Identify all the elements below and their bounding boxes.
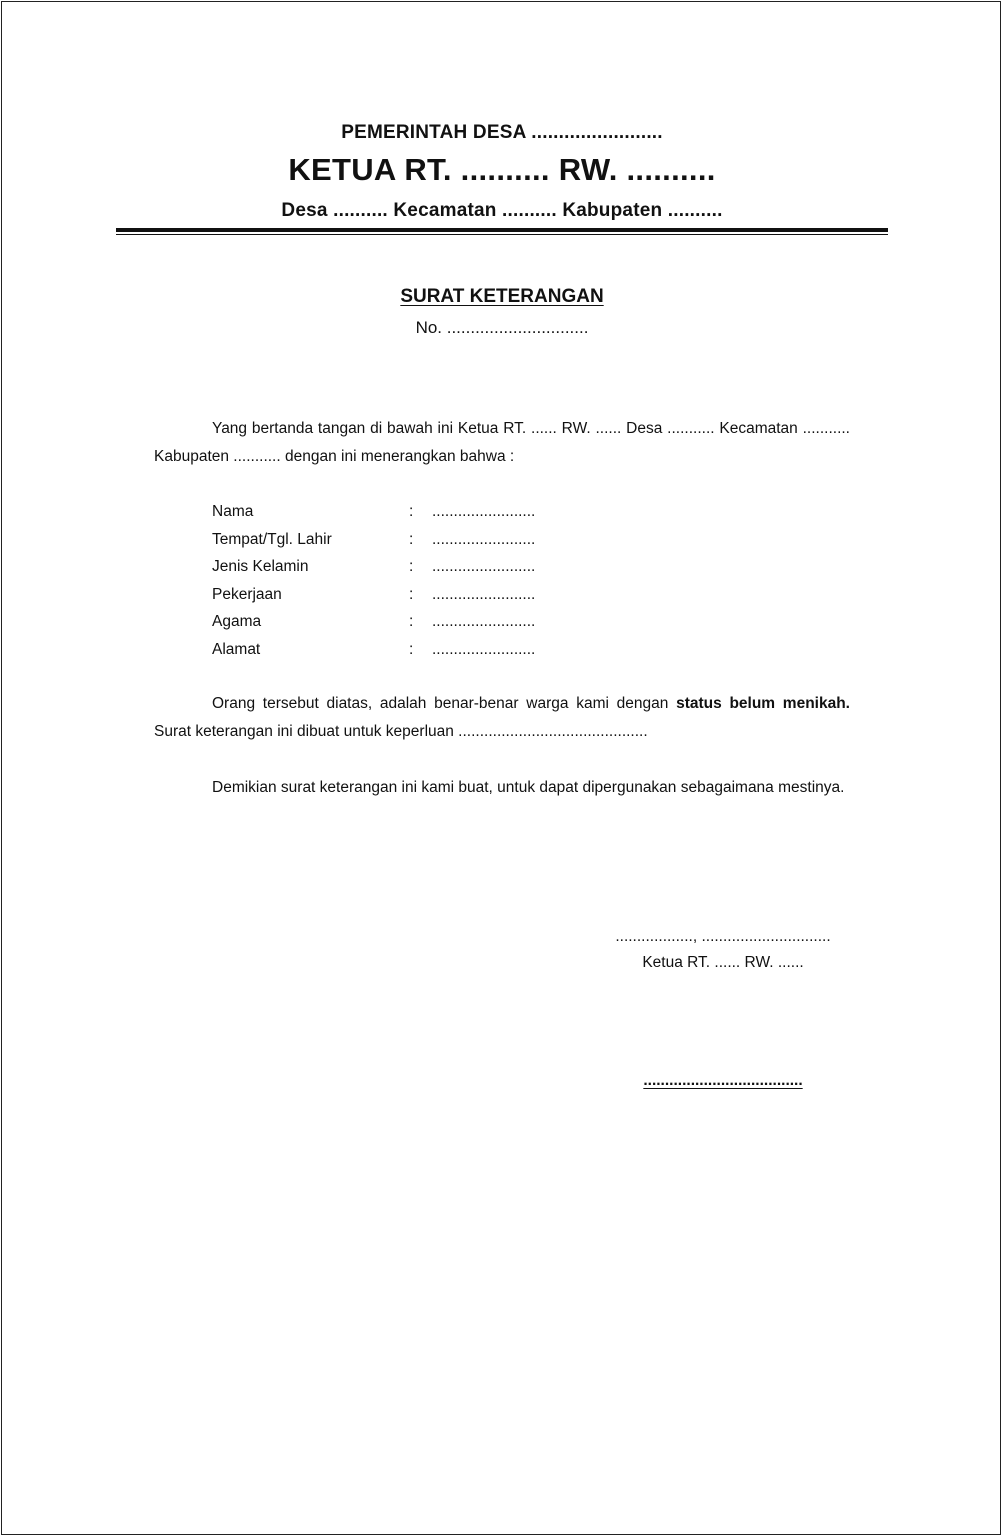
closing-text: Demikian surat keterangan ini kami buat, untuk dapat dipergunakan sebagaimana mestinya. (212, 779, 845, 796)
signature-name: ..................................... (643, 1072, 803, 1089)
intro-text: Yang bertanda tangan di bawah ini Ketua RT. ...... RW. ...... Desa ........... Kecamatan ........... Kabupaten ........... dengan ini menerangkan bahwa : (154, 420, 850, 465)
field-value: ........................ (432, 640, 536, 658)
field-value: ........................ (432, 613, 536, 630)
status-text-after: Surat keterangan ini dibuat untuk keperluan ............................................ (154, 723, 648, 740)
field-value: ........................ (432, 530, 536, 548)
field-label: Tempat/Tgl. Lahir (212, 530, 332, 548)
letterhead-divider-thin (116, 234, 888, 235)
field-colon: : (409, 503, 414, 520)
field-label: Nama (212, 503, 254, 520)
letterhead-rt-rw-line: KETUA RT. .......... RW. .......... (288, 152, 716, 187)
field-colon: : (409, 558, 414, 575)
field-row-pekerjaan (212, 581, 612, 609)
field-value: ........................ (432, 558, 536, 575)
field-label: Alamat (212, 640, 261, 658)
letterhead-government-line: PEMERINTAH DESA ........................ (341, 122, 663, 143)
field-value: ........................ (432, 503, 536, 520)
document-title: SURAT KETERANGAN (400, 286, 604, 307)
identity-field-list (212, 498, 612, 663)
field-label: Agama (212, 613, 262, 630)
field-colon: : (409, 585, 414, 603)
field-row-agama (212, 608, 612, 636)
field-colon: : (409, 530, 414, 548)
letterhead-address-line: Desa .......... Kecamatan .......... Kabupaten .......... (281, 200, 723, 221)
closing-paragraph (154, 774, 850, 802)
document-number: No. .............................. (415, 318, 589, 337)
field-row-jenis-kelamin (212, 553, 612, 581)
intro-paragraph (154, 415, 850, 471)
field-row-tempat-tgl-lahir (212, 526, 612, 554)
status-bold-text: status belum menikah. (676, 695, 850, 712)
field-colon: : (409, 613, 414, 630)
status-text-before: Orang tersebut diatas, adalah benar-benar warga kami dengan (212, 695, 677, 712)
signature-title: Ketua RT. ...... RW. ...... (642, 954, 804, 971)
letterhead-divider-thick (116, 228, 888, 232)
field-label: Pekerjaan (212, 585, 282, 603)
status-paragraph (154, 690, 850, 746)
field-value: ........................ (432, 585, 536, 603)
field-label: Jenis Kelamin (212, 558, 309, 575)
field-row-nama (212, 498, 612, 526)
signature-place-date: .................., .............................. (615, 928, 831, 945)
field-colon: : (409, 640, 414, 658)
field-row-alamat (212, 636, 612, 664)
